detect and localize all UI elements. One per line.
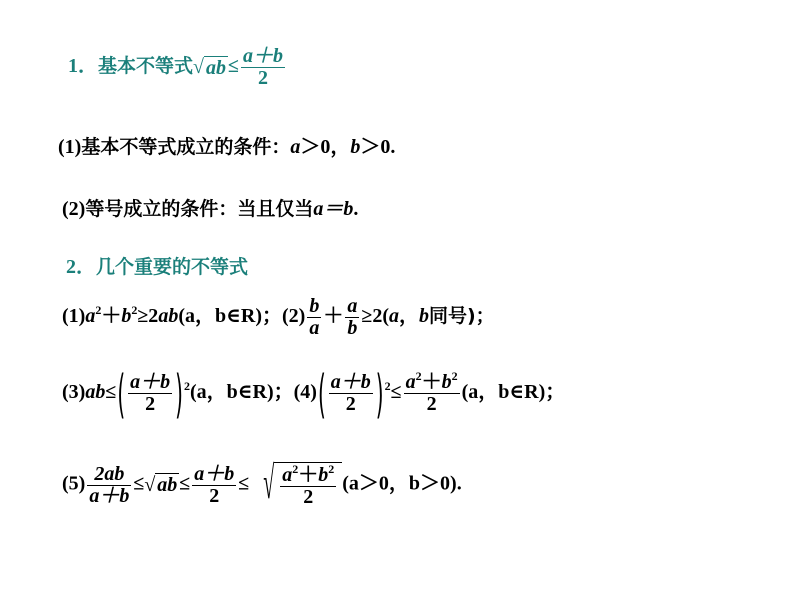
ab: ab	[85, 381, 106, 404]
fraction-a-plus-b-over-2	[192, 464, 236, 507]
heading-1	[68, 46, 287, 89]
var-b: b	[318, 464, 329, 486]
left-paren: (	[117, 362, 126, 425]
inequality-3-4	[62, 362, 566, 425]
exponent: 2	[183, 379, 190, 394]
heading-2-text: 几个重要的不等式	[96, 256, 249, 278]
same-sign-text: 同号)；	[428, 305, 495, 328]
condition-2-label: (2)	[62, 198, 86, 220]
leq-sign: ≤	[390, 381, 402, 404]
plus: ＋	[323, 305, 344, 328]
var-a: a	[282, 464, 293, 486]
var-a: a	[405, 371, 416, 393]
condition-1	[58, 130, 395, 159]
numerator: b	[309, 295, 320, 317]
ab: ab	[158, 305, 179, 328]
leq-sign: ≤	[133, 472, 145, 495]
label-1: (1)	[62, 305, 86, 328]
numerator: a	[347, 295, 358, 317]
fraction-numerator: a＋b	[242, 45, 283, 67]
leq-sign: ≤	[228, 55, 239, 78]
label-3: (3)	[62, 381, 86, 404]
plus: ＋	[421, 371, 442, 393]
var-a: a	[290, 136, 301, 158]
equality: a＝b	[313, 198, 354, 220]
heading-2-number: 2．	[66, 256, 96, 278]
label-2: (2)	[282, 305, 306, 328]
denominator: 2	[145, 393, 156, 415]
denominator: b	[347, 317, 358, 339]
right-paren: )	[175, 362, 183, 425]
var-b: b	[441, 371, 452, 393]
fraction-a-plus-b-over-2	[329, 372, 373, 415]
heading-1-text: 基本不等式	[98, 55, 194, 78]
fraction-a-over-b	[345, 296, 359, 339]
fraction-denominator: 2	[257, 67, 268, 89]
geq-2: ≥2	[137, 305, 159, 328]
fraction-a2-plus-b2-over-2	[404, 369, 460, 415]
numerator: 2ab	[87, 464, 131, 486]
condition-positive: (a＞0，b＞0).	[342, 472, 462, 495]
plus: ＋	[298, 464, 319, 486]
fraction-a2-plus-b2-over-2	[280, 462, 336, 508]
exponent: 2	[95, 303, 102, 318]
denominator: 2	[209, 484, 220, 507]
sqrt-ab: √ ab	[193, 56, 226, 79]
var-a: a	[85, 305, 96, 328]
condition-real: (a，b∈R)；	[189, 381, 294, 404]
period: .	[353, 198, 359, 220]
var-b: b	[418, 305, 429, 328]
label-4: (4)	[293, 381, 317, 404]
numerator: a＋b	[130, 371, 171, 393]
exponent: 2	[384, 379, 391, 394]
inequality-1-2	[62, 296, 495, 339]
heading-1-number: 1．	[68, 55, 98, 78]
inequality-5	[62, 458, 462, 510]
radicand: ab	[206, 56, 226, 79]
gt-zero-2: ＞0.	[360, 136, 396, 158]
numerator: a＋b	[194, 462, 235, 485]
fraction-2ab-over-a-plus-b	[87, 464, 131, 507]
numerator: a＋b	[330, 371, 371, 393]
exponent: 2	[131, 303, 138, 318]
denominator: 2	[345, 393, 356, 415]
denominator: 2	[303, 486, 314, 508]
exponent: 2	[451, 369, 458, 383]
left-paren: (	[317, 362, 326, 425]
plus: ＋	[101, 305, 122, 328]
right-paren: )	[375, 362, 384, 425]
condition-2-text: 等号成立的条件：当且仅当	[85, 198, 314, 220]
leq-sign: ≤	[105, 381, 117, 404]
condition-real: (a，b∈R)；	[461, 381, 566, 404]
denominator: a＋b	[89, 484, 130, 507]
leq-sign: ≤	[179, 472, 191, 495]
fraction-a-plus-b-over-2	[241, 46, 285, 89]
denominator: a	[309, 317, 320, 339]
label-5: (5)	[62, 472, 86, 495]
sqrt-mean-square: √ $\frac{a^2+b^2}{2}$	[263, 462, 342, 508]
denominator: 2	[426, 393, 437, 415]
fraction-a-plus-b-over-2	[128, 372, 172, 415]
sqrt-ab: √ ab	[144, 473, 178, 497]
exponent: 2	[292, 462, 299, 476]
condition-2	[62, 192, 358, 221]
fraction-b-over-a	[307, 296, 321, 339]
heading-2	[66, 250, 248, 279]
condition-1-text: 基本不等式成立的条件：	[81, 136, 291, 158]
var-a: a	[388, 305, 399, 328]
exponent: 2	[415, 369, 422, 383]
leq-sign: ≤	[238, 472, 250, 495]
exponent: 2	[328, 462, 335, 476]
var-b: b	[350, 136, 361, 158]
condition-real: (a，b∈R)；	[178, 305, 283, 328]
condition-1-label: (1)	[58, 136, 82, 158]
var-b: b	[121, 305, 132, 328]
comma: ，	[398, 305, 419, 328]
gt-zero-1: ＞0，	[300, 136, 351, 158]
radicand: ab	[157, 474, 178, 497]
geq-2: ≥2(	[361, 305, 389, 328]
